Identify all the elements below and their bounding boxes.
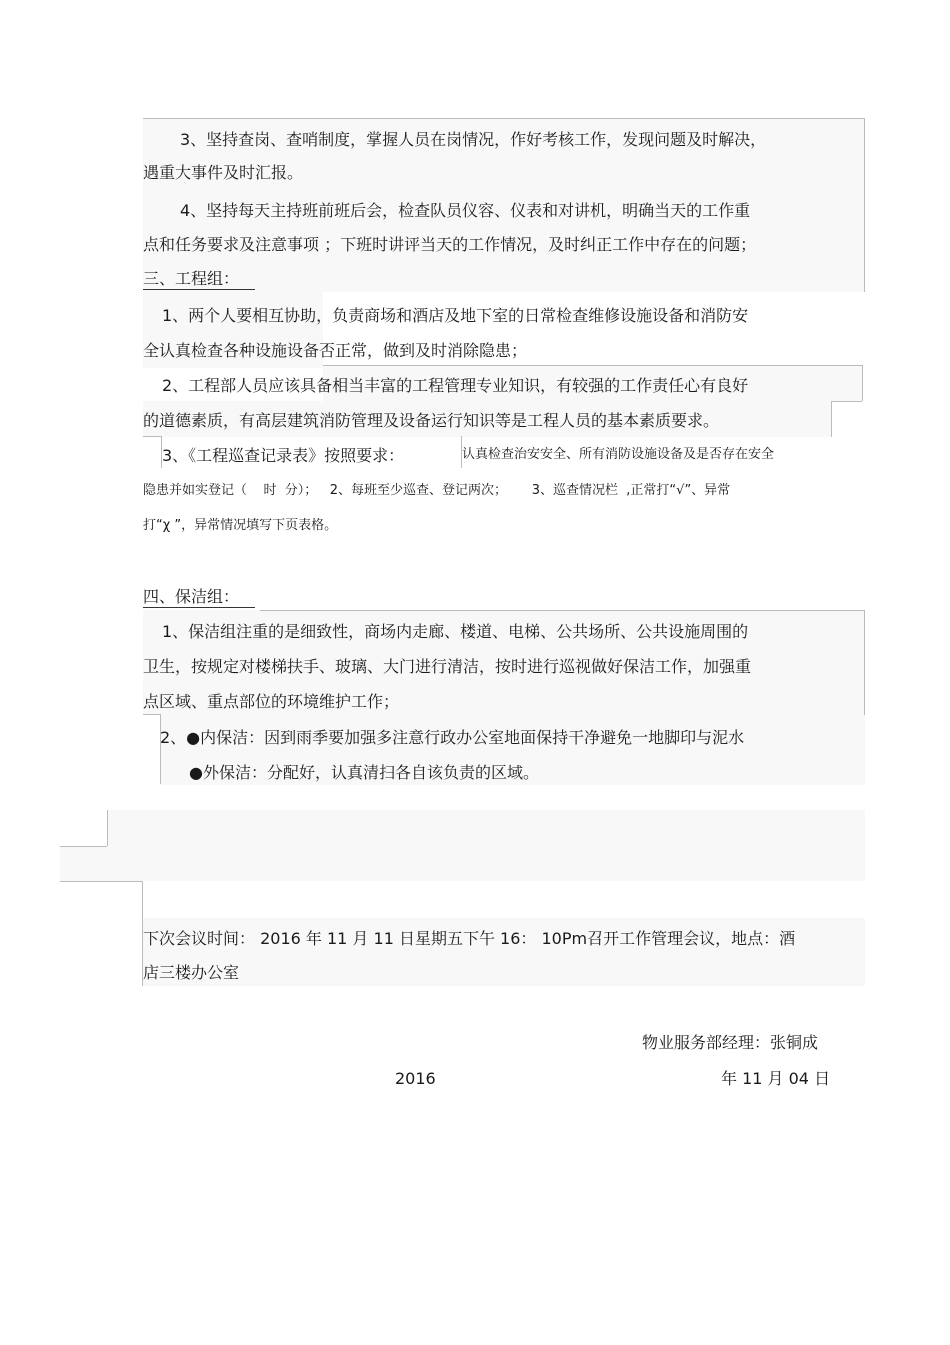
- sec4-heading-text: 四、保洁组：: [143, 587, 255, 608]
- sec4-item2-line2: ●外保洁：分配好，认真清扫各自该负责的区域。: [189, 763, 539, 782]
- bg-block-8: [60, 846, 865, 881]
- sec4-item1-line3: 点区域、重点部位的环境维护工作；: [143, 692, 400, 711]
- border-line: [143, 436, 161, 437]
- sec3-item3-line1b: 认真检查治安安全、所有消防设施设备及是否存在安全: [462, 447, 775, 462]
- sec4-item2-line1: 2、●内保洁：因到雨季要加强多注意行政办公室地面保持干净避免一地脚印与泥水: [160, 728, 745, 747]
- sec3-item1-line1: 1、两个人要相互协助，负责商场和酒店及地下室的日常检查维修设施设备和消防安: [162, 306, 749, 325]
- sec3-item3-line3: 打“χ ”，异常情况填写下页表格。: [143, 518, 338, 533]
- date-month-day: 年 11 月 04 日: [721, 1069, 831, 1088]
- manager-signature: 物业服务部经理：张铜成: [642, 1033, 819, 1052]
- sec3-item2-line1: 2、工程部人员应该具备相当丰富的工程管理专业知识，有较强的工作责任心有良好: [162, 376, 749, 395]
- sec2-item4-line1: 4、坚持每天主持班前班后会，检查队员仪容、仪表和对讲机，明确当天的工作重: [180, 201, 751, 220]
- sec3-item3-line1a: 3、《工程巡查记录表》按照要求：: [162, 446, 405, 465]
- sec3-heading-text: 三、工程组：: [143, 269, 255, 290]
- border-line: [60, 846, 107, 847]
- bg-block-7: [107, 810, 865, 846]
- sec4-item1-line2: 卫生，按规定对楼梯扶手、玻璃、大门进行清洁，按时进行巡视做好保洁工作，加强重: [143, 657, 752, 676]
- border-line: [60, 881, 142, 882]
- border-line: [160, 714, 161, 784]
- border-line: [107, 810, 108, 846]
- border-line: [143, 118, 865, 119]
- meeting-line1: 下次会议时间： 2016 年 11 月 11 日星期五下午 16： 10Pm召开工作管理会议，地点：酒: [143, 929, 796, 948]
- sec3-heading: [143, 269, 255, 289]
- border-line: [864, 118, 865, 292]
- border-line: [260, 610, 865, 611]
- sec2-item3-line1: 3、坚持查岗、查哨制度，掌握人员在岗情况，作好考核工作，发现问题及时解决，: [180, 130, 767, 149]
- sec4-item1-line1: 1、保洁组注重的是细致性，商场内走廊、楼道、电梯、公共场所、公共设施周围的: [162, 622, 749, 641]
- border-line: [831, 401, 862, 402]
- border-line: [862, 365, 863, 401]
- border-line: [323, 365, 863, 366]
- sec4-heading: [143, 587, 255, 607]
- meeting-line2: 店三楼办公室: [143, 963, 240, 982]
- sec3-item3-line2: 隐患并如实登记（ 时 分）； 2、每班至少巡查、登记两次； 3、巡查情况栏 ,正常打“√”、异常: [143, 483, 731, 498]
- border-line: [143, 714, 160, 715]
- sec3-item2-line2: 的道德素质，有高层建筑消防管理及设备运行知识等是工程人员的基本素质要求。: [143, 411, 720, 430]
- sec2-item4-line2: 点和任务要求及注意事项 ；下班时讲评当天的工作情况，及时纠正工作中存在的问题；: [143, 235, 757, 254]
- sec3-item1-line2: 全认真检查各种设施设备否正常，做到及时消除隐患；: [143, 341, 528, 360]
- border-line: [831, 401, 832, 437]
- date-year: 2016: [395, 1069, 436, 1088]
- sec2-item3-line2: 遇重大事件及时汇报。: [143, 163, 304, 182]
